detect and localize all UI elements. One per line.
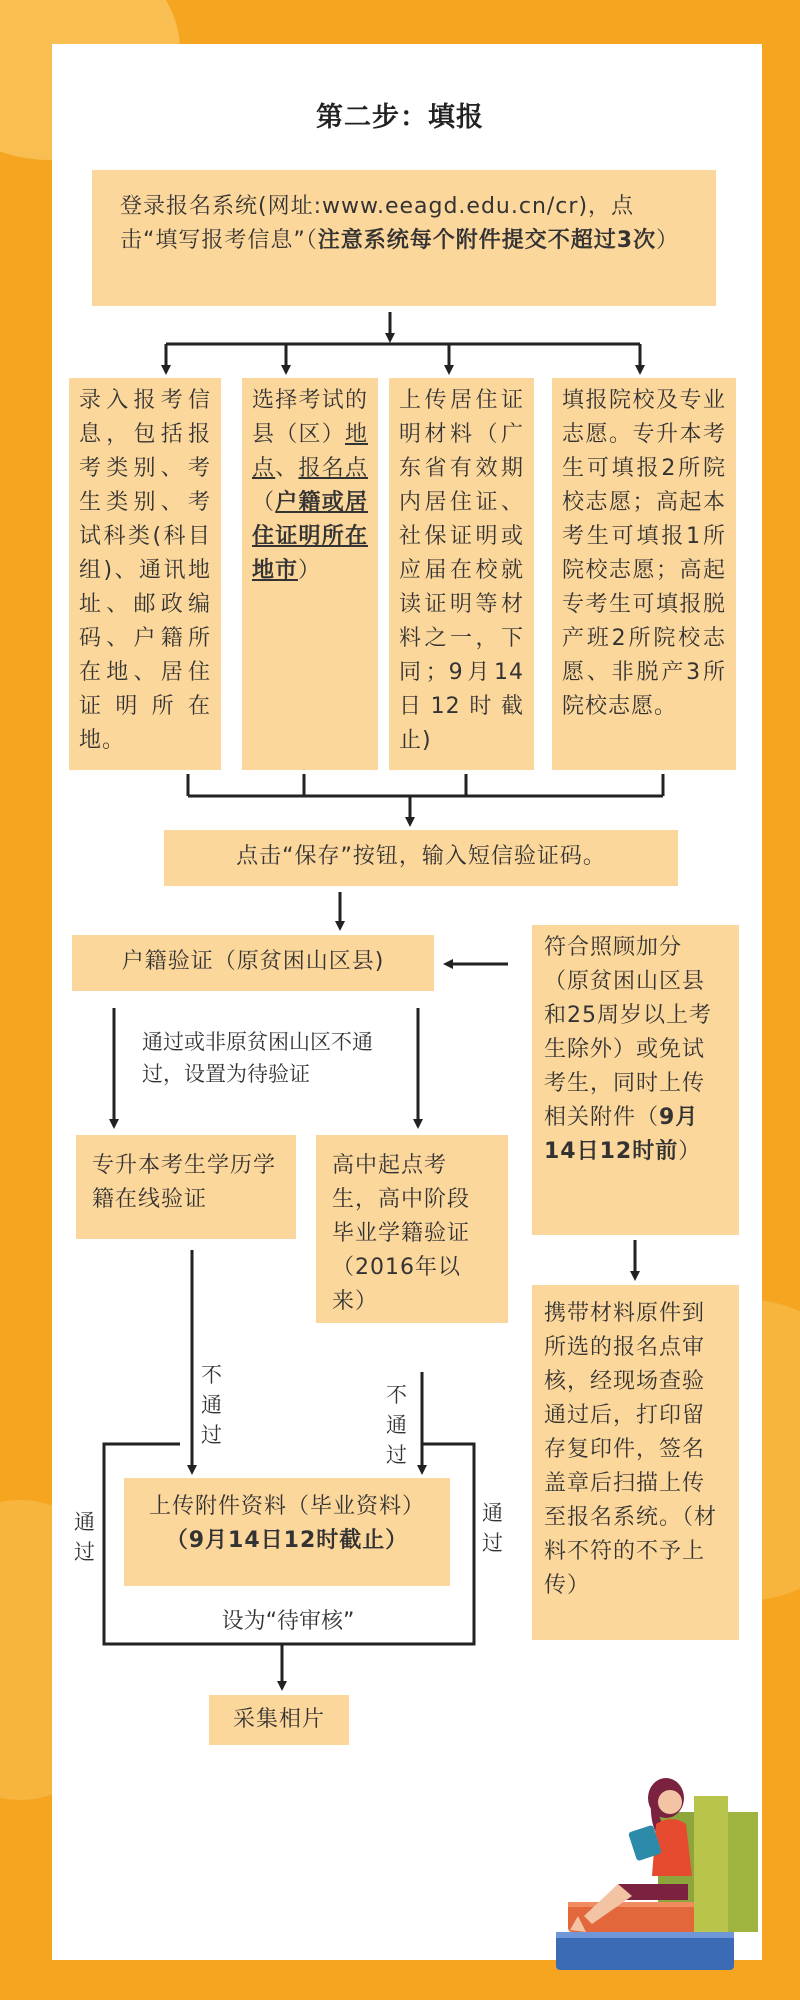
- login-step-end: ）: [656, 228, 680, 253]
- photo-text: 采集相片: [232, 1707, 325, 1732]
- fill-preferences-text: 填报院校及专业志愿。专升本考生可填报2所院校志愿；高起本考生可填报1所院校志愿；高起专考生可填报脱产班2所院校志愿、非脱产3所院校志愿。: [562, 388, 726, 719]
- fail-label-text: 不通过: [201, 1363, 222, 1447]
- upload-residence-text: 上传居住证明材料（广东省有效期内居住证、社保证明或应届在校就读证明等材料之一，下同；9月14日12时截止): [399, 388, 524, 753]
- registration-point-text: 报名点: [298, 456, 368, 481]
- separator-text: 、: [275, 456, 299, 481]
- branch-label-text: 通过或非原贫困山区不通过，设置为待验证: [142, 1030, 373, 1086]
- pass-label-text: 通过: [482, 1501, 503, 1555]
- select-location-text: 选择考试的县（区）: [252, 388, 368, 447]
- upload-attachments-text: 上传附件资料（毕业资料）: [148, 1494, 425, 1519]
- online-verify-text: 专升本考生学历学籍在线验证: [92, 1153, 277, 1212]
- hukou-verify-text: 户籍验证（原贫困山区县): [121, 949, 385, 974]
- pending-label-text: 设为“待审核”: [221, 1609, 355, 1634]
- enter-info-text: 录入报考信息，包括报考类别、考生类别、考试科类(科目组)、通讯地址、邮政编码、户籍所在地、居住证明所在地。: [79, 388, 211, 753]
- bonus-points-end: ）: [678, 1139, 702, 1164]
- paren-open-text: （: [252, 490, 276, 515]
- reading-woman-illustration: [548, 1752, 778, 1982]
- save-step-text: 点击“保存”按钮，输入短信验证码。: [236, 844, 606, 869]
- onsite-review-text: 携带材料原件到所选的报名点审核，经现场查验通过后，打印留存复印件，签名盖章后扫描上传至报名系统。（材料不符的不予上传）: [544, 1301, 718, 1598]
- bonus-points-text: 符合照顾加分（原贫困山区县和25周岁以上考生除外）或免试考生，同时上传相关附件（: [544, 935, 712, 1130]
- login-step-text: 登录报名系统(网址:www.eeagd.edu.cn/cr)，点击“填写报考信息”（: [120, 194, 635, 253]
- book-shape: [694, 1796, 728, 1932]
- fail-label-text: 不通过: [386, 1383, 407, 1467]
- paren-close-text: ）: [298, 558, 322, 583]
- location-link-text: 地点: [252, 422, 368, 481]
- connector-line: [104, 1444, 474, 1644]
- residence-city-note: 户籍或居住证明所在地市: [252, 490, 368, 583]
- pass-label-text: 通过: [74, 1510, 95, 1564]
- book-shape: [728, 1812, 758, 1932]
- book-shape: [556, 1932, 734, 1938]
- bonus-deadline-note: 9月14日12时前: [544, 1105, 699, 1164]
- upload-deadline-note: （9月14日12时截止）: [165, 1528, 409, 1553]
- login-step-note: 注意系统每个附件提交不超过3次: [317, 228, 657, 253]
- face-shape: [658, 1790, 682, 1814]
- page-title: 第二步：填报: [316, 102, 484, 133]
- highschool-verify-text: 高中起点考生，高中阶段毕业学籍验证（2016年以来）: [332, 1153, 471, 1314]
